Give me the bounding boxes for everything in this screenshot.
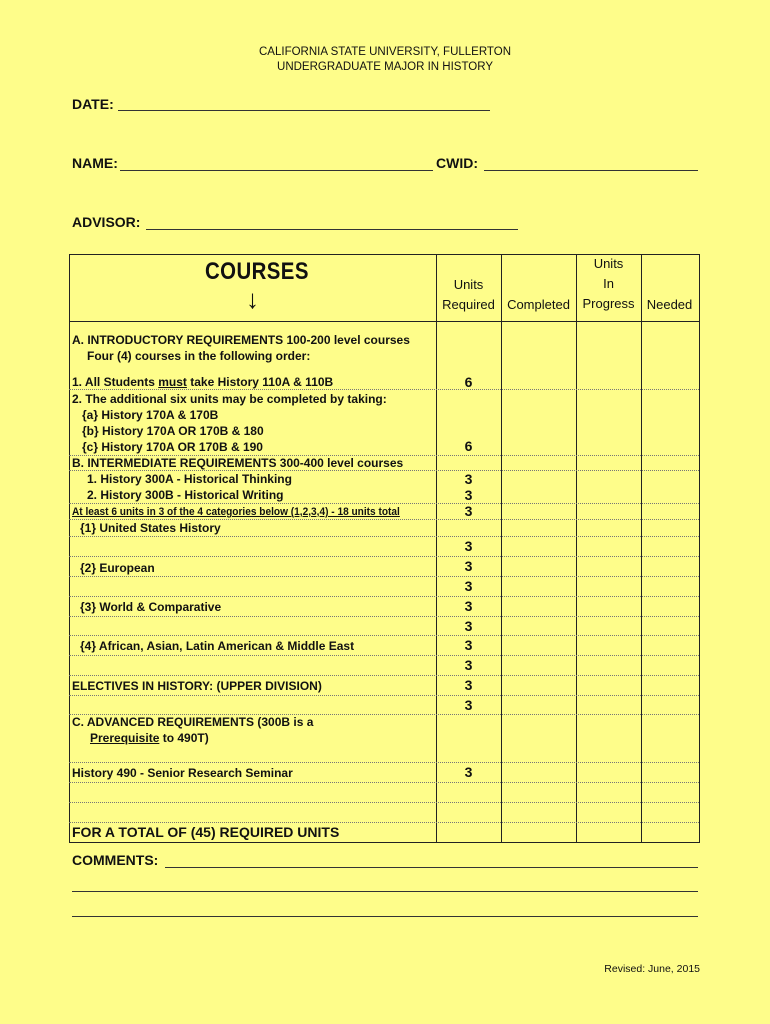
units-value: 3 [464, 578, 473, 594]
section-c-prerequisite: Prerequisite to 490T) [90, 731, 209, 745]
row-divider [69, 762, 699, 763]
units-value: 3 [464, 538, 473, 554]
category-world: {3} World & Comparative [80, 600, 222, 614]
row-divider [69, 576, 699, 577]
cwid-label: CWID: [436, 155, 478, 171]
section-c-heading: C. ADVANCED REQUIREMENTS (300B is a [72, 715, 314, 729]
electives-label: ELECTIVES IN HISTORY: (UPPER DIVISION) [72, 679, 322, 693]
row-divider [69, 635, 699, 636]
name-label: NAME: [72, 155, 118, 171]
row-divider [69, 822, 699, 823]
header-divider [69, 321, 699, 322]
units-required-header: Units Required [442, 277, 495, 312]
row-divider [69, 782, 699, 783]
option-b: {b} History 170A OR 170B & 180 [82, 424, 264, 438]
advisor-label: ADVISOR: [72, 214, 141, 230]
row-divider [69, 596, 699, 597]
units-value: 3 [464, 657, 473, 673]
units-value: 3 [464, 558, 473, 574]
requirement-six-units: 2. The additional six units may be completed by taking: [72, 392, 387, 406]
units-value: 3 [464, 637, 473, 653]
completed-header: Completed [507, 297, 570, 312]
revised-date: Revised: June, 2015 [604, 963, 700, 975]
units-value: 3 [464, 471, 473, 487]
courses-title: COURSES [205, 258, 309, 285]
row-divider [69, 695, 699, 696]
units-value: 3 [464, 503, 473, 519]
total-units-label: FOR A TOTAL OF (45) REQUIRED UNITS [72, 824, 340, 840]
category-african-asian: {4} African, Asian, Latin American & Middle East [80, 639, 355, 653]
column-divider [641, 254, 642, 842]
comments-line[interactable] [72, 891, 698, 892]
units-value: 3 [464, 487, 473, 503]
category-note: At least 6 units in 3 of the 4 categories below (1,2,3,4) - 18 units total [72, 506, 400, 518]
row-divider [69, 616, 699, 617]
units-value: 3 [464, 764, 473, 780]
section-b-heading: B. INTERMEDIATE REQUIREMENTS 300-400 level courses [72, 456, 404, 470]
units-value: 3 [464, 618, 473, 634]
category-us-history: {1} United States History [80, 521, 221, 535]
section-a-heading: A. INTRODUCTORY REQUIREMENTS 100-200 level courses [72, 333, 410, 347]
requirement-300a: 1. History 300A - Historical Thinking [87, 472, 292, 486]
option-a: {a} History 170A & 170B [82, 408, 219, 422]
column-divider [501, 254, 502, 842]
university-name: CALIFORNIA STATE UNIVERSITY, FULLERTON [259, 46, 511, 58]
row-divider [69, 536, 699, 537]
program-name: UNDERGRADUATE MAJOR IN HISTORY [277, 61, 493, 73]
category-european: {2} European [80, 561, 155, 575]
row-divider [69, 675, 699, 676]
row-divider [69, 802, 699, 803]
units-value: 3 [464, 598, 473, 614]
comments-line[interactable] [165, 867, 698, 868]
comments-label: COMMENTS: [72, 852, 159, 868]
units-value: 6 [464, 374, 473, 390]
units-value: 6 [464, 438, 473, 454]
comments-line[interactable] [72, 916, 698, 917]
requirement-300b: 2. History 300B - Historical Writing [87, 488, 284, 502]
name-field[interactable] [120, 170, 433, 171]
units-value: 3 [464, 677, 473, 693]
section-a-subheading: Four (4) courses in the following order: [87, 349, 311, 363]
needed-header: Needed [646, 297, 693, 312]
column-divider [576, 254, 577, 842]
option-c: {c} History 170A OR 170B & 190 [82, 440, 263, 454]
units-in-progress-header: Units In Progress [582, 256, 635, 311]
cwid-field[interactable] [484, 170, 698, 171]
units-value: 3 [464, 697, 473, 713]
row-divider [69, 655, 699, 656]
advisor-field[interactable] [146, 229, 518, 230]
requirement-110: 1. All Students must take History 110A & 110B [72, 375, 334, 389]
row-divider [69, 556, 699, 557]
date-label: DATE: [72, 96, 114, 112]
date-field[interactable] [118, 110, 490, 111]
history-490: History 490 - Senior Research Seminar [72, 766, 293, 780]
arrow-down-icon: ↓ [246, 284, 259, 314]
